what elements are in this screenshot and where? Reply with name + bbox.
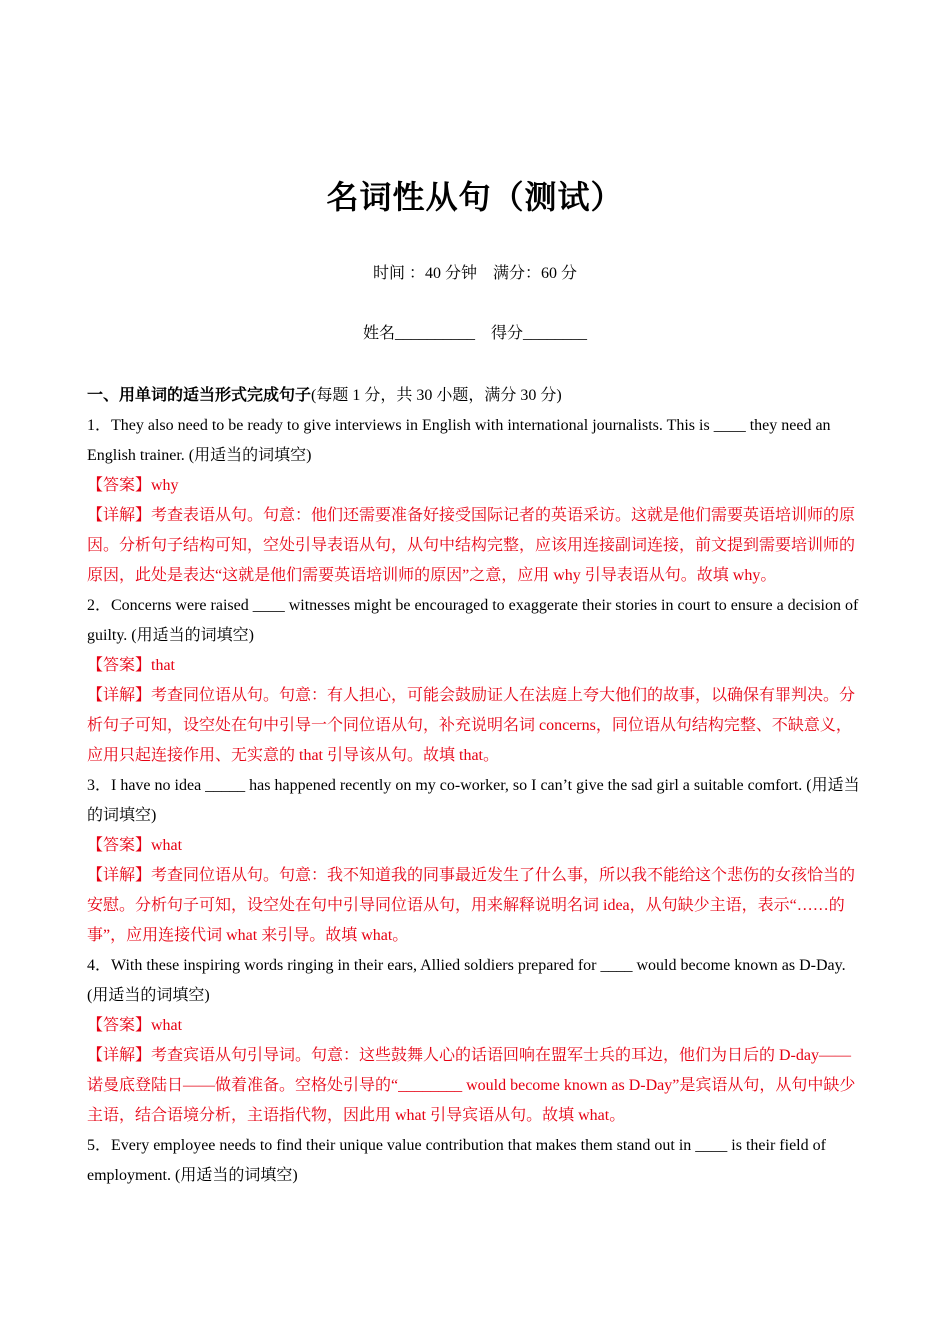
page-title: 名词性从句（测试） — [326, 179, 624, 215]
explanation-4: 【详解】考查宾语从句引导词。句意：这些鼓舞人心的话语回响在盟军士兵的耳边，他们为日后的 D-day——诺曼底登陆日——做着准备。空格处引导的“________ would become known as D-Day”是宾语从句，从句中缺少主语，结合语境分析，主语指代物，因此用 what 引导宾语从句。故填 what。 — [87, 1047, 856, 1124]
section-note: (每题 1 分，共 30 小题，满分 30 分) — [311, 387, 562, 404]
answer-1: 【答案】why — [87, 477, 179, 494]
question-2: 2．Concerns were raised ____ witnesses might be encouraged to exaggerate their stories in court to ensure a decision of guilty. (用适当的词填空) — [87, 597, 859, 644]
question-5: 5．Every employee needs to find their unique value contribution that makes them stand out in ____ is their field of employment. (用适当的词填空) — [87, 1137, 826, 1184]
question-1: 1．They also need to be ready to give interviews in English with international journalists. This is ____ they need an English trainer. (用适当的词填空) — [87, 417, 831, 464]
name-score-line: 姓名__________ 得分________ — [362, 325, 587, 342]
question-3: 3．I have no idea _____ has happened recently on my co-worker, so I can’t give the sad girl a suitable comfort. (用适当的词填空) — [87, 777, 860, 824]
explanation-3: 【详解】考查同位语从句。句意：我不知道我的同事最近发生了什么事，所以我不能给这个悲伤的女孩恰当的安慰。分析句子可知，设空处在句中引导同位语从句，用来解释说明名词 idea，从句缺少主语，表示“……的事”，应用连接代词 what 来引导。故填 what。 — [87, 867, 856, 944]
answer-2: 【答案】that — [87, 657, 175, 674]
explanation-2: 【详解】考查同位语从句。句意：有人担心，可能会鼓励证人在法庭上夸大他们的故事，以确保有罪判决。分析句子可知，设空处在句中引导一个同位语从句，补充说明名词 concerns，同位语从句结构完整、不缺意义，应用只起连接作用、无实意的 that 引导该从句。故填 that。 — [87, 687, 856, 764]
section-title: 一、用单词的适当形式完成句子 — [87, 387, 312, 404]
section-heading — [87, 381, 862, 411]
answer-4: 【答案】what — [87, 1017, 183, 1034]
content — [87, 381, 862, 1191]
question-4: 4．With these inspiring words ringing in their ears, Allied soldiers prepared for ____ would become known as D-Day. (用适当的词填空) — [87, 957, 846, 1004]
time-score-line: 时间 ：40 分钟 满分：60 分 — [372, 265, 577, 282]
explanation-1: 【详解】考查表语从句。句意：他们还需要准备好接受国际记者的英语采访。这就是他们需要英语培训师的原因。分析句子结构可知，空处引导表语从句，从句中结构完整，应该用连接副词连接，前文提到需要培训师的原因，此处是表达“这就是他们需要英语培训师的原因”之意，应用 why 引导表语从句。故填 why。 — [87, 507, 856, 584]
answer-3: 【答案】what — [87, 837, 183, 854]
